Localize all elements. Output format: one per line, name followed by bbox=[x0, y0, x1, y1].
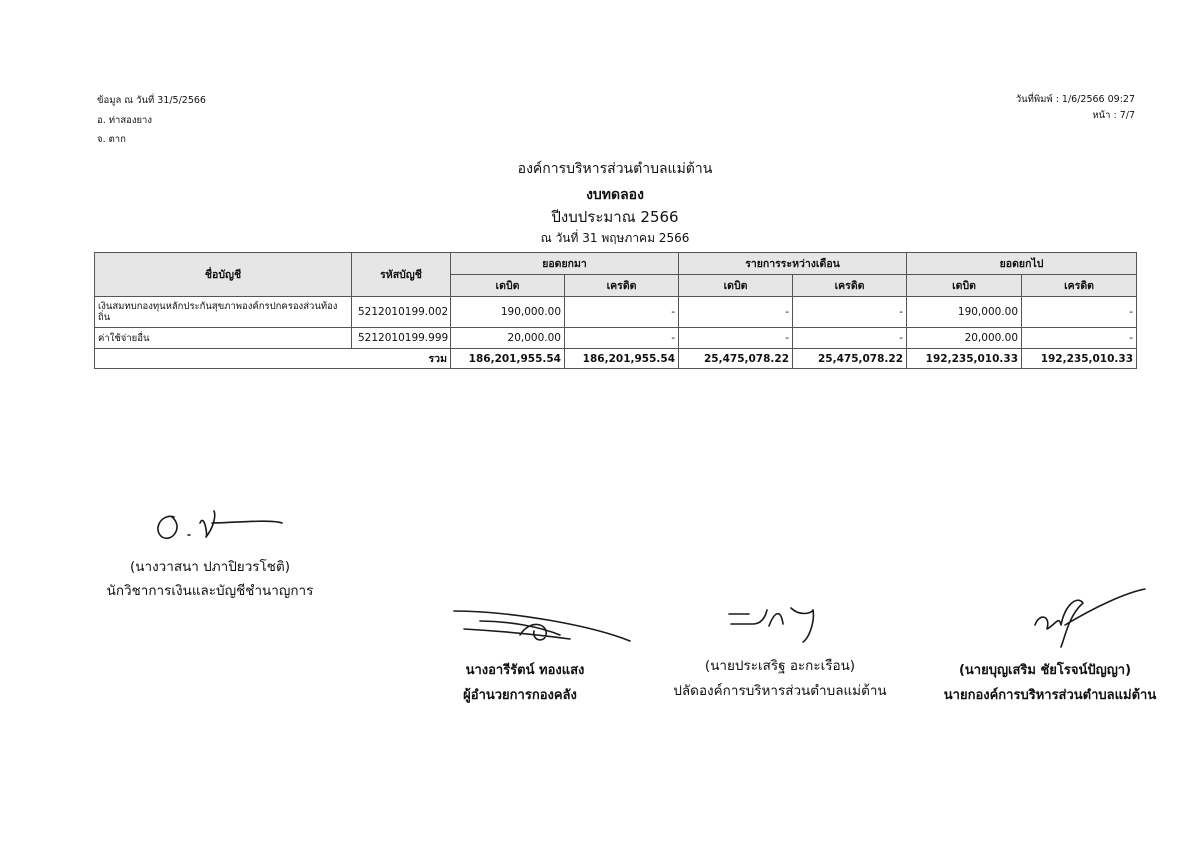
deputy-position: ปลัดองค์การบริหารส่วนตำบลแม่ต้าน bbox=[673, 683, 887, 699]
table-row bbox=[95, 328, 1137, 349]
deputy-name: (นายประเสริฐ อะกะเรือน) bbox=[704, 658, 856, 674]
total-m-credit: 25,475,078.22 bbox=[793, 349, 907, 369]
account-code: 5212010199.002 bbox=[352, 297, 451, 328]
col-cf-debit: เดบิต bbox=[907, 275, 1022, 297]
org-title: องค์การบริหารส่วนตำบลแม่ต้าน bbox=[517, 161, 713, 177]
bf-debit: 20,000.00 bbox=[451, 328, 565, 349]
signature-finance-director bbox=[450, 605, 640, 650]
total-row bbox=[95, 349, 1137, 369]
signature-mayor bbox=[1025, 585, 1150, 655]
col-cf-credit: เครดิต bbox=[1022, 275, 1137, 297]
m-debit: - bbox=[679, 328, 793, 349]
as-of-date: ณ วันที่ 31 พฤษภาคม 2566 bbox=[540, 231, 690, 245]
col-bf-credit: เครดิต bbox=[565, 275, 679, 297]
finance-director-position: ผู้อำนวยการกองคลัง bbox=[463, 688, 577, 703]
cf-debit: 20,000.00 bbox=[907, 328, 1022, 349]
cf-debit: 190,000.00 bbox=[907, 297, 1022, 328]
col-during-month: รายการระหว่างเดือน bbox=[679, 253, 907, 275]
province: จ. ตาก bbox=[97, 134, 126, 145]
col-m-credit: เครดิต bbox=[793, 275, 907, 297]
page-number: หน้า : 7/7 bbox=[1092, 110, 1135, 121]
total-m-debit: 25,475,078.22 bbox=[679, 349, 793, 369]
total-cf-credit: 192,235,010.33 bbox=[1022, 349, 1137, 369]
table-row bbox=[95, 297, 1137, 328]
m-credit: - bbox=[793, 297, 907, 328]
m-debit: - bbox=[679, 297, 793, 328]
bf-credit: - bbox=[565, 297, 679, 328]
account-name: เงินสมทบกองทุนหลักประกันสุขภาพองค์กรปกครองส่วนท้องถิ่น bbox=[95, 297, 352, 328]
account-name: ค่าใช้จ่ายอื่น bbox=[95, 328, 352, 349]
cf-credit: - bbox=[1022, 328, 1137, 349]
col-carried-forward: ยอดยกไป bbox=[907, 253, 1137, 275]
cf-credit: - bbox=[1022, 297, 1137, 328]
finance-director-name: นางอารีรัตน์ ทองแสง bbox=[465, 663, 585, 678]
signature-deputy bbox=[725, 600, 835, 645]
mayor-position: นายกองค์การบริหารส่วนตำบลแม่ต้าน bbox=[943, 688, 1157, 703]
report-title: งบทดลอง bbox=[586, 187, 644, 203]
mayor-name: (นายบุญเสริม ชัยโรจน์ปัญญา) bbox=[958, 663, 1132, 678]
total-cf-debit: 192,235,010.33 bbox=[907, 349, 1022, 369]
trial-balance-table bbox=[94, 252, 1137, 369]
district: อ. ท่าสองยาง bbox=[97, 115, 153, 126]
col-bf-debit: เดบิต bbox=[451, 275, 565, 297]
header-row-top bbox=[95, 253, 1137, 275]
accountant-name: (นางวาสนา ปภาปิยวรโชติ) bbox=[130, 559, 290, 575]
total-bf-debit: 186,201,955.54 bbox=[451, 349, 565, 369]
col-account-name: ชื่อบัญชี bbox=[95, 253, 352, 297]
total-bf-credit: 186,201,955.54 bbox=[565, 349, 679, 369]
m-credit: - bbox=[793, 328, 907, 349]
col-account-code: รหัสบัญชี bbox=[352, 253, 451, 297]
accountant-position: นักวิชาการเงินและบัญชีชำนาญการ bbox=[106, 583, 314, 599]
total-label: รวม bbox=[95, 349, 451, 369]
account-code: 5212010199.999 bbox=[352, 328, 451, 349]
col-brought-forward: ยอดยกมา bbox=[451, 253, 679, 275]
col-m-debit: เดบิต bbox=[679, 275, 793, 297]
bf-credit: - bbox=[565, 328, 679, 349]
fiscal-year: ปีงบประมาณ 2566 bbox=[551, 208, 679, 226]
print-date: วันที่พิมพ์ : 1/6/2566 09:27 bbox=[1015, 94, 1135, 105]
signature-accountant bbox=[150, 505, 290, 545]
data-date: ข้อมูล ณ วันที่ 31/5/2566 bbox=[97, 95, 206, 106]
bf-debit: 190,000.00 bbox=[451, 297, 565, 328]
